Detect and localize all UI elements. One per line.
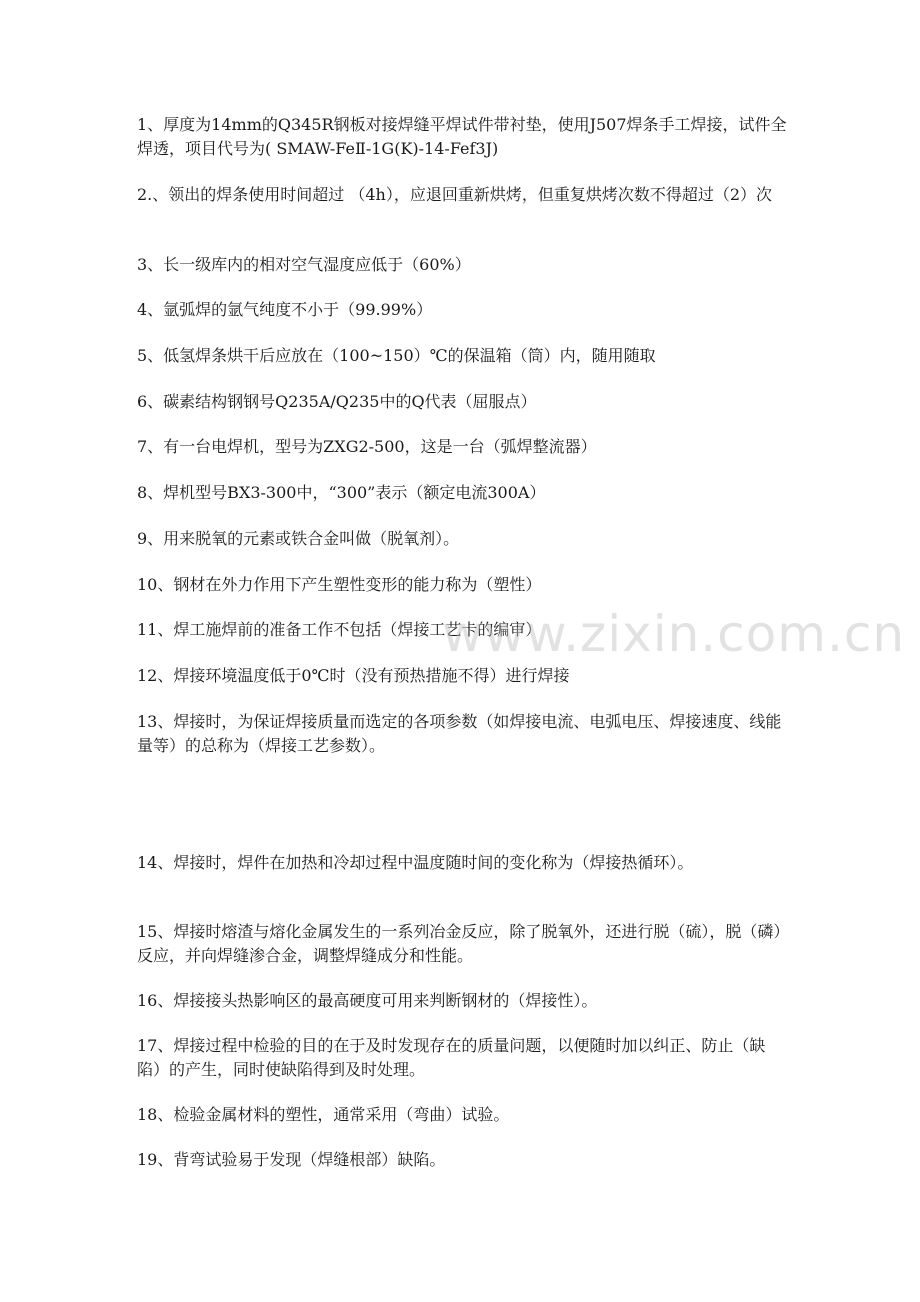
question-11: 11、焊工施焊前的准备工作不包括（焊接工艺卡的编审） (137, 620, 542, 639)
watermark: www.zixin.com.cn (442, 605, 906, 663)
question-12: 12、焊接环境温度低于0℃时（没有预热措施不得）进行焊接 (137, 666, 570, 685)
question-14: 14、焊接时，焊件在加热和冷却过程中温度随时间的变化称为（焊接热循环）。 (137, 853, 694, 872)
question-7: 7、有一台电焊机，型号为ZXG2-500，这是一台（弧焊整流器） (137, 437, 597, 456)
question-8: 8、焊机型号BX3-300中，“300”表示（额定电流300A） (137, 483, 546, 502)
question-13: 13、焊接时，为保证焊接质量而选定的各项参数（如焊接电流、电弧电压、焊接速度、线能量等）的总称为（焊接工艺参数）。 (137, 712, 782, 755)
question-4: 4、氩弧焊的氩气纯度不小于（99.99%） (137, 300, 433, 319)
question-19: 19、背弯试验易于发现（焊缝根部）缺陷。 (137, 1150, 446, 1169)
question-17: 17、焊接过程中检验的目的在于及时发现存在的质量问题，以便随时加以纠正、防止（缺陷）的产生，同时使缺陷得到及时处理。 (137, 1036, 766, 1079)
question-15: 15、焊接时熔渣与熔化金属发生的一系列冶金反应，除了脱氧外，还进行脱（硫），脱（磷）反应，并向焊缝渗合金，调整焊缝成分和性能。 (137, 922, 782, 965)
question-9: 9、用来脱氧的元素或铁合金叫做（脱氧剂）。 (137, 529, 460, 548)
question-16: 16、焊接接头热影响区的最高硬度可用来判断钢材的（焊接性）。 (137, 991, 598, 1010)
question-3: 3、长一级库内的相对空气湿度应低于（60%） (137, 255, 471, 274)
question-1: 1、厚度为14mm的Q345R钢板对接焊缝平焊试件带衬垫，使用J507焊条手工焊接，试件全焊透，项目代号为( SMAW-FeⅡ-1G(K)-14-Fef3J) (137, 115, 787, 158)
question-6: 6、碳素结构钢钢号Q235A/Q235中的Q代表（屈服点） (137, 392, 537, 411)
question-5: 5、低氢焊条烘干后应放在（100~150）℃的保温箱（筒）内，随用随取 (137, 346, 656, 365)
question-10: 10、钢材在外力作用下产生塑性变形的能力称为（塑性） (137, 575, 542, 594)
question-18: 18、检验金属材料的塑性，通常采用（弯曲）试验。 (137, 1105, 510, 1124)
question-2: 2.、领出的焊条使用时间超过 （4h），应退回重新烘烤，但重复烘烤次数不得超过（2）次 (137, 185, 773, 204)
